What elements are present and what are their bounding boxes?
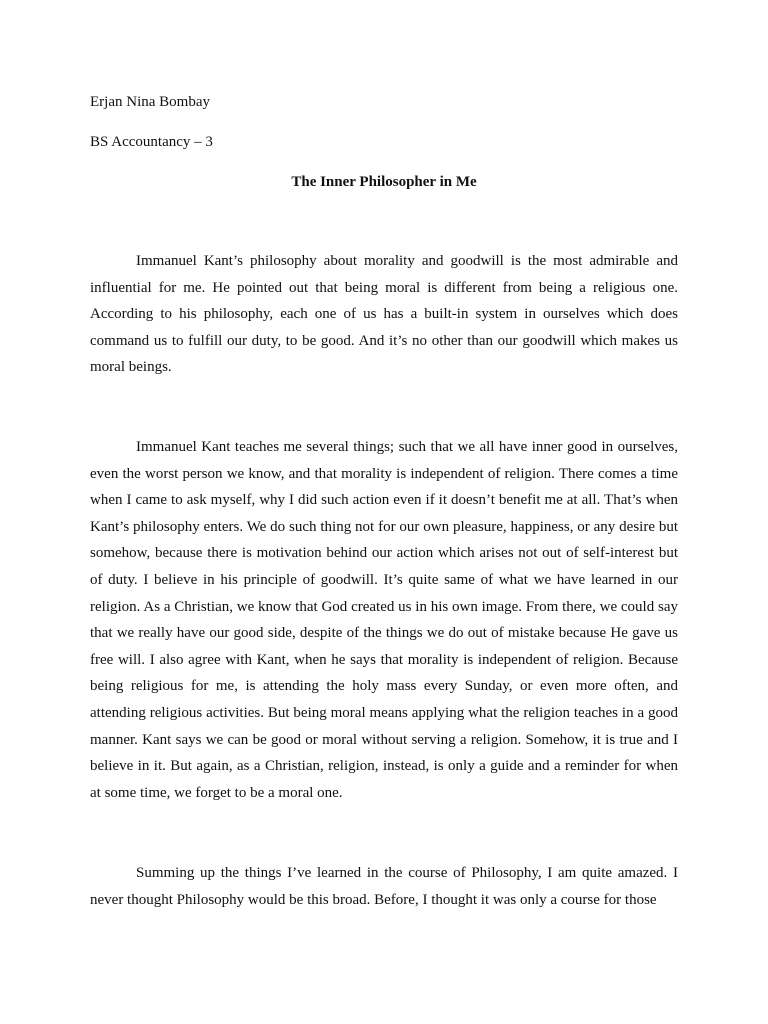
course-line: BS Accountancy – 3 bbox=[90, 134, 213, 150]
paragraph-1: Immanuel Kant’s philosophy about morality and goodwill is the most admirable and influential for me. He pointed out that being moral is different from being a religious one. According to his philosophy, each one of us has a built-in system in ourselves which does command us to fulfill our duty, to be good. And it’s no other than our goodwill which makes us moral beings. bbox=[90, 253, 678, 376]
author-name: Erjan Nina Bombay bbox=[90, 94, 210, 110]
paragraph-3: Summing up the things I’ve learned in the course of Philosophy, I am quite amazed. I never thought Philosophy would be this broad. Before, I thought it was only a course for those bbox=[90, 865, 678, 908]
paragraph-2: Immanuel Kant teaches me several things; such that we all have inner good in ourselves, even the worst person we know, and that morality is independent of religion. There comes a time when I came to ask myself, why I did such action even if it doesn’t benefit me at all. That’s when Kant’s philosophy enters. We do such thing not for our own pleasure, happiness, or any desire but somehow, because there is motivation behind our action which arises not out of self-interest but of duty. I believe in his principle of goodwill. It’s quite same of what we have learned in our religion. As a Christian, we know that God created us in his own image. From there, we could say that we really have our good side, despite of the things we do out of mistake because He gave us free will. I also agree with Kant, when he says that morality is independent of religion. Because being religious for me, is attending the holy mass every Sunday, or even more often, and attending religious activities. But being moral means applying what the religion teaches in a good manner. Kant says we can be good or moral without serving a religion. Somehow, it is true and I believe in it. But again, as a Christian, religion, instead, is only a guide and a reminder for when at some time, we forget to be a moral one. bbox=[90, 439, 678, 801]
essay-title: The Inner Philosopher in Me bbox=[291, 174, 477, 190]
